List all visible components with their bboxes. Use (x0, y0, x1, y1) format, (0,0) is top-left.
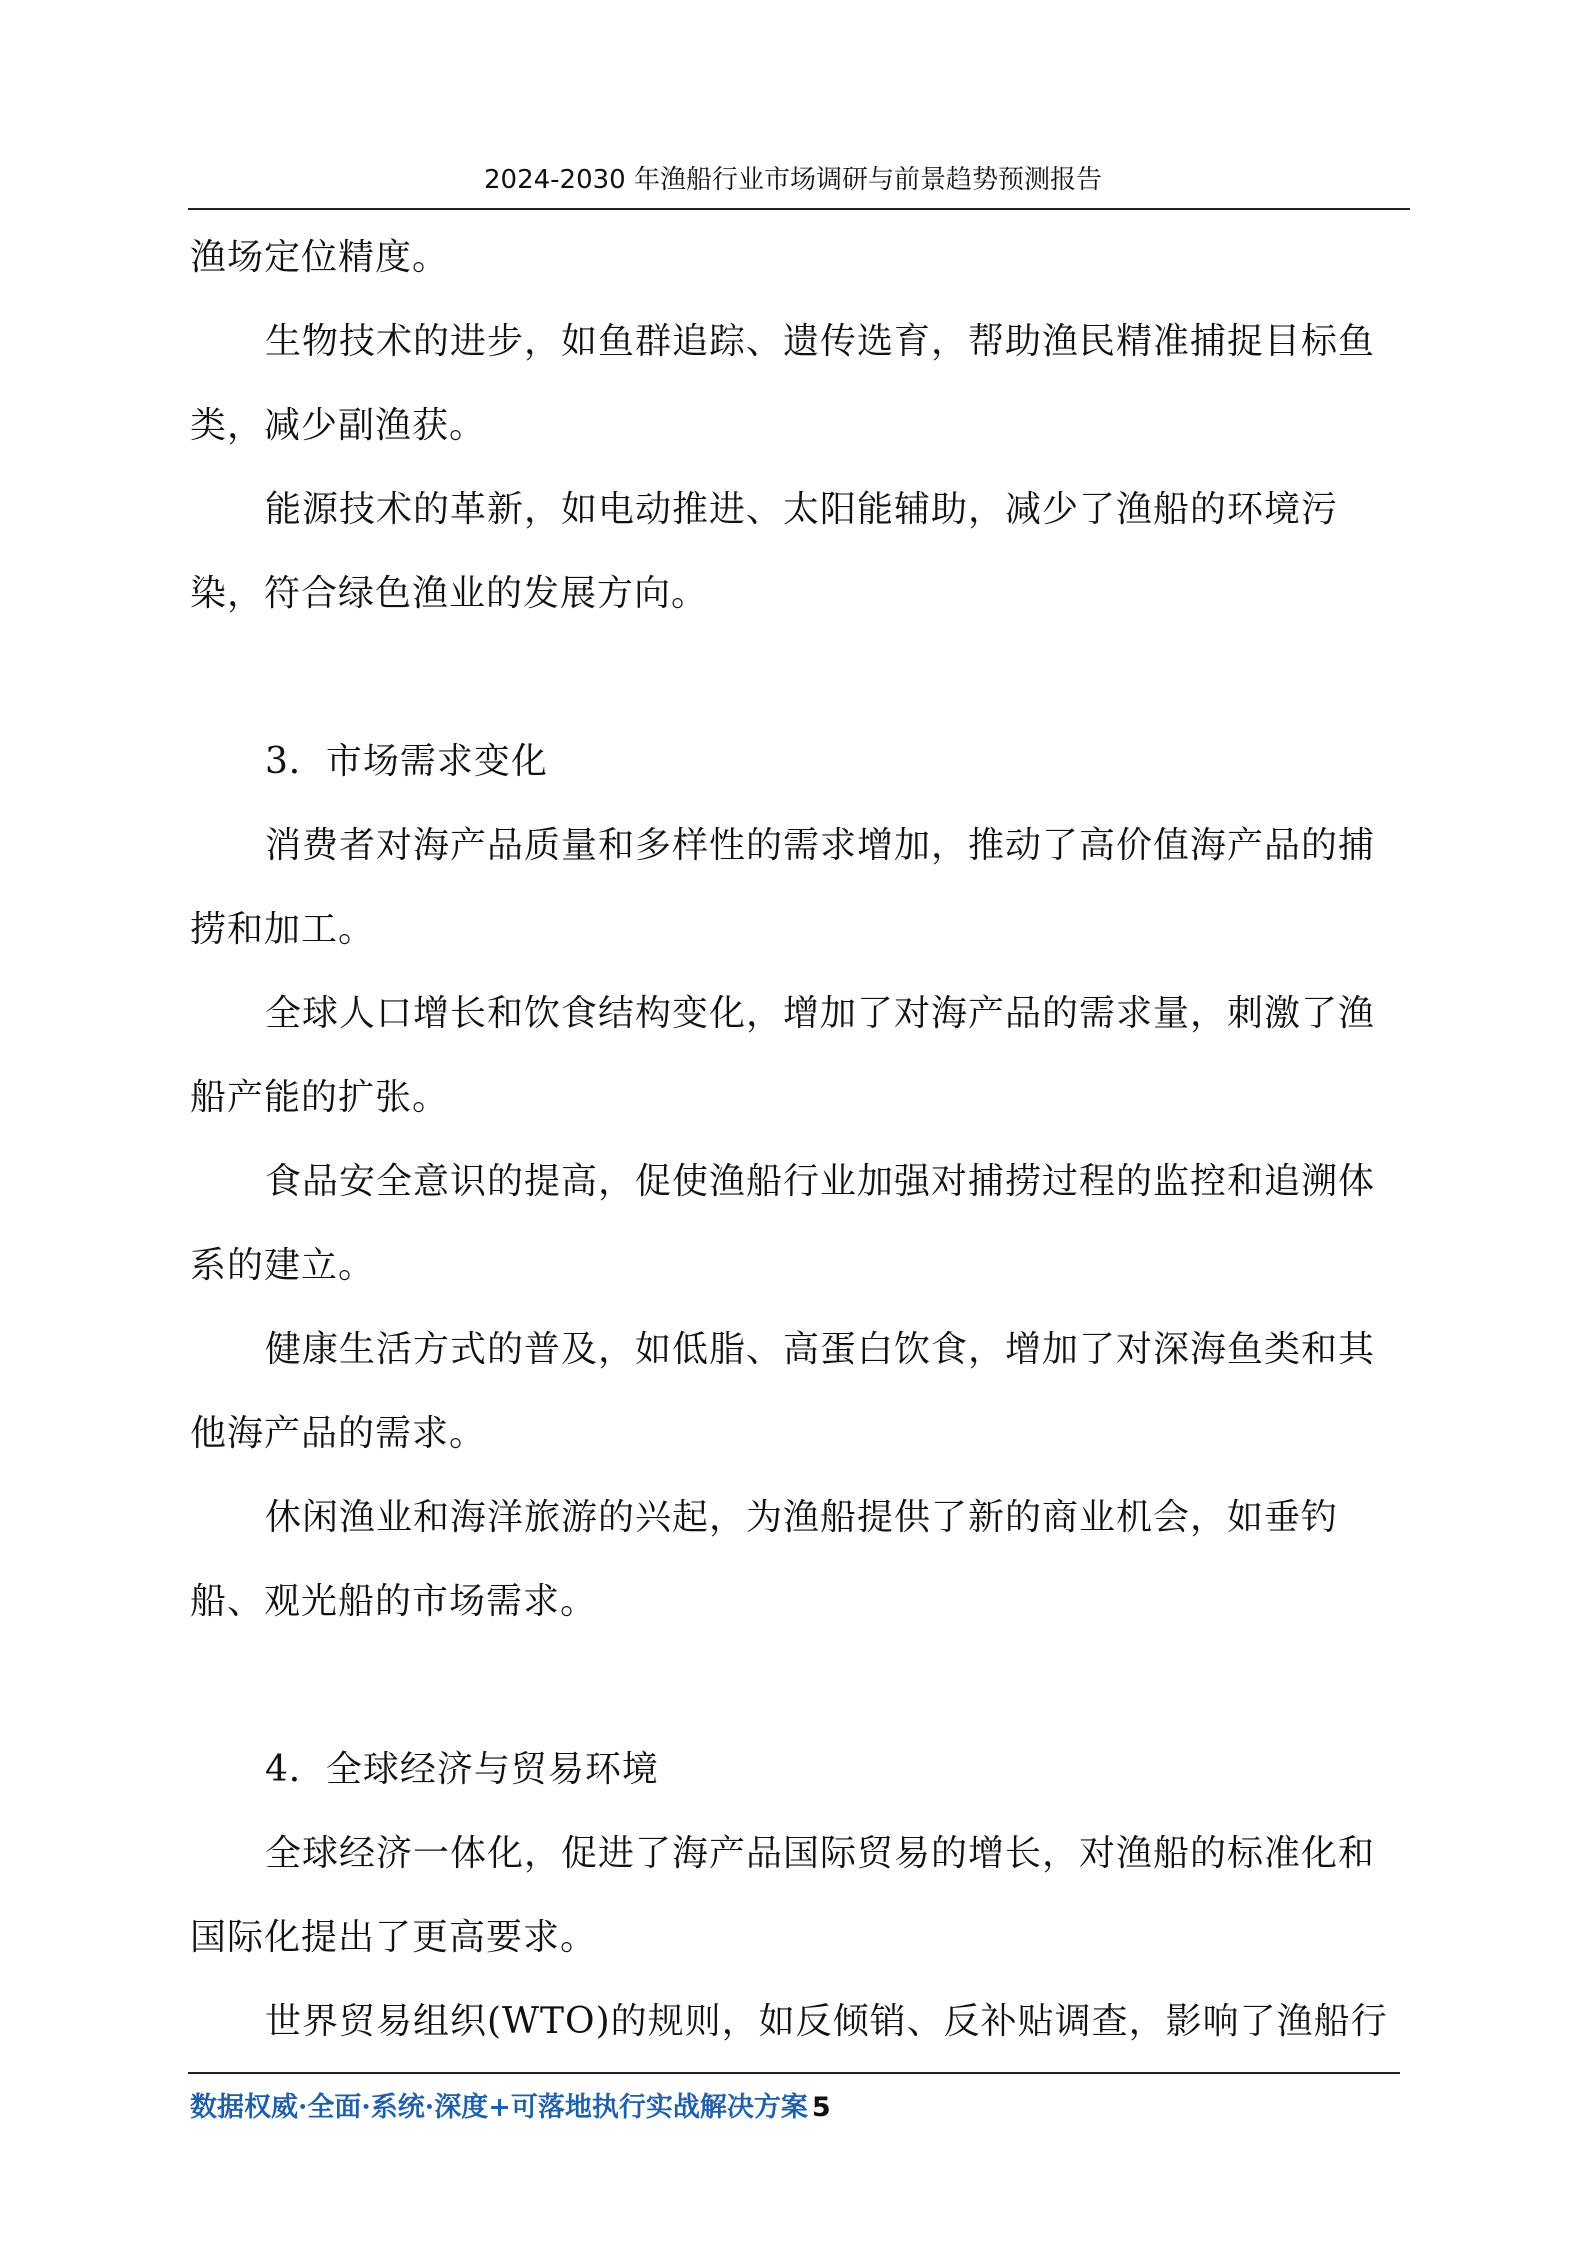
paragraph: 食品安全意识的提高，促使渔船行业加强对捕捞过程的监控和追溯体系的建立。 (190, 1161, 1376, 1286)
page-footer (190, 2088, 831, 2128)
header-divider (188, 208, 1410, 210)
document-body (190, 216, 1400, 2064)
paragraph-energy-tech: 能源技术的革新，如电动推进、太阳能辅助，减少了渔船的环境污染，符合绿色渔业的发展方向。 (190, 489, 1339, 614)
page-header-title: 2024-2030 年渔船行业市场调研与前景趋势预测报告 (484, 165, 1102, 195)
footer-slogan: 数据权威·全面·系统·深度+可落地执行实战解决方案 (190, 2092, 808, 2123)
paragraph: 健康生活方式的普及，如低脂、高蛋白饮食，增加了对深海鱼类和其他海产品的需求。 (190, 1329, 1376, 1454)
paragraph: 全球经济一体化，促进了海产品国际贸易的增长，对渔船的标准化和国际化提出了更高要求。 (190, 1833, 1376, 1958)
paragraph-bio-tech: 生物技术的进步，如鱼群追踪、遗传选育，帮助渔民精准捕捉目标鱼类，减少副渔获。 (190, 321, 1376, 446)
paragraph: 世界贸易组织(WTO)的规则，如反倾销、反补贴调查，影响了渔船行 (265, 2001, 1388, 2042)
paragraph: 全球人口增长和饮食结构变化，增加了对海产品的需求量，刺激了渔船产能的扩张。 (190, 993, 1376, 1118)
footer-divider (188, 2072, 1400, 2074)
section-heading-3: 3．市场需求变化 (265, 741, 548, 782)
section-heading-4: 4．全球经济与贸易环境 (265, 1749, 659, 1790)
paragraph-continued: 渔场定位精度。 (190, 237, 450, 278)
paragraph: 休闲渔业和海洋旅游的兴起，为渔船提供了新的商业机会，如垂钓船、观光船的市场需求。 (190, 1497, 1339, 1622)
paragraph: 消费者对海产品质量和多样性的需求增加，推动了高价值海产品的捕捞和加工。 (190, 825, 1376, 950)
page-number: 5 (811, 2092, 831, 2123)
